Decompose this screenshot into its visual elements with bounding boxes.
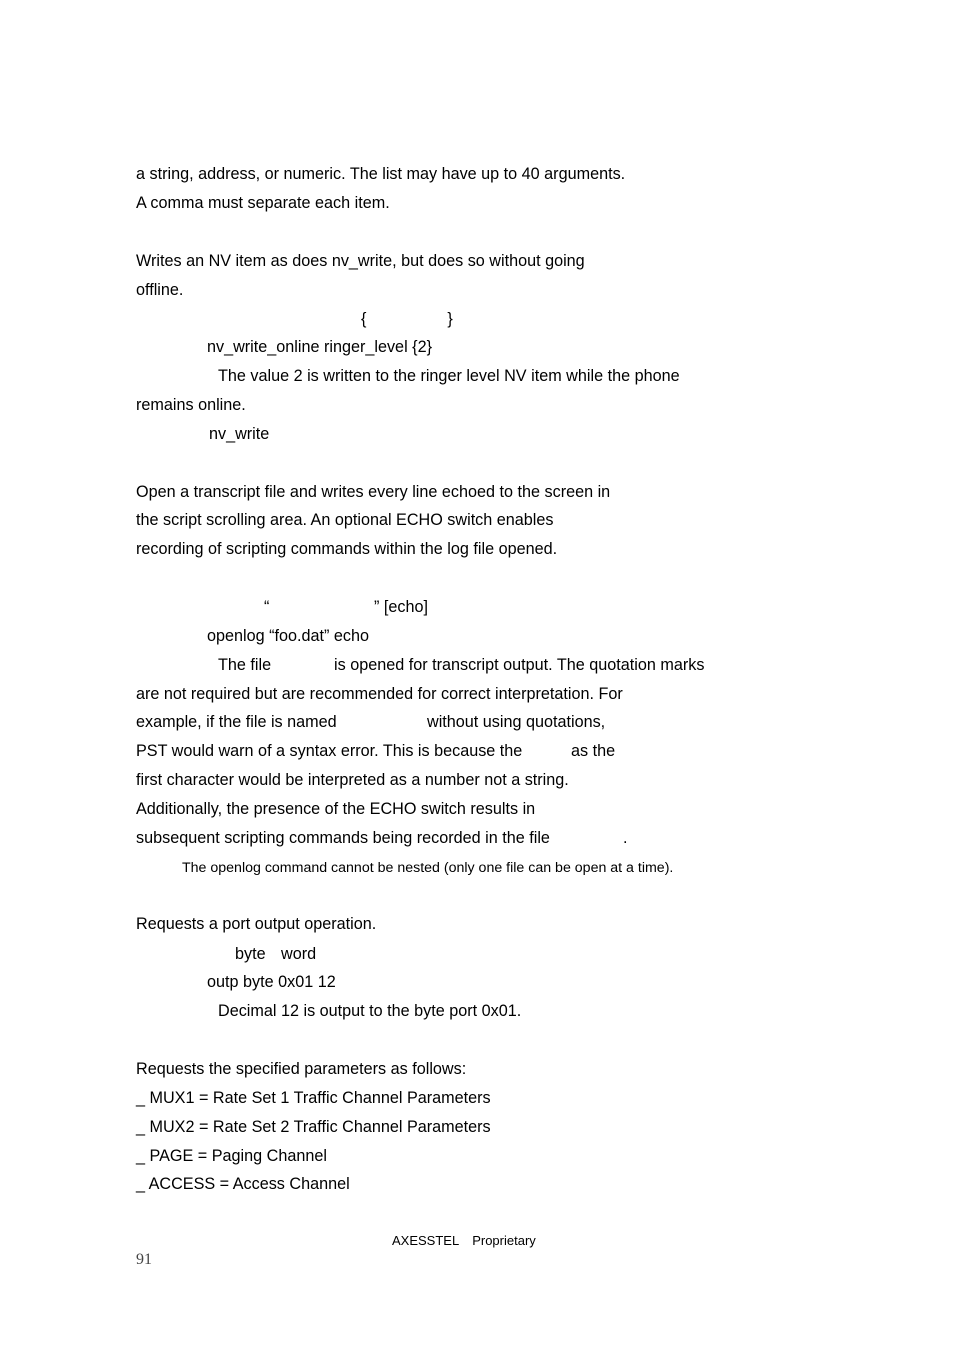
openlog-body-period: . [623,829,628,847]
parm-description: Requests the specified parameters as follows: [136,1060,467,1078]
footer-label: Proprietary [472,1233,536,1248]
openlog-result-b: is opened for transcript output. The quotation marks [334,656,705,674]
openlog-body-line-b: without using quotations, [427,713,606,731]
parm-list-item: _ ACCESS = Access Channel [136,1175,350,1193]
outp-syntax-byte: byte [235,945,266,963]
nv-write-online-description: Writes an NV item as does nv_write, but does so without going [136,252,585,270]
openlog-body-line-a: PST would warn of a syntax error. This is because the [136,742,523,760]
nv-write-online-result: remains online. [136,396,246,414]
openlog-description: Open a transcript file and writes every line echoed to the screen in [136,483,611,501]
outp-result: Decimal 12 is output to the byte port 0x01. [218,1002,522,1020]
openlog-body-line-a: example, if the file is named [136,713,337,731]
openlog-description: the script scrolling area. An optional ECHO switch enables [136,511,554,529]
footer-company: AXESSTEL [392,1233,460,1248]
openlog-body-line: first character would be interpreted as a number not a string. [136,771,569,789]
nv-write-online-description: offline. [136,281,184,299]
parm-list-item: _ MUX1 = Rate Set 1 Traffic Channel Parameters [136,1089,491,1107]
openlog-syntax-open-quote: “ [264,598,270,616]
nv-write-online-example: nv_write_online ringer_level {2} [207,338,432,356]
openlog-body-line: are not required but are recommended for correct interpretation. For [136,685,623,703]
openlog-example: openlog “foo.dat” echo [207,627,369,645]
page-footer [392,1233,536,1249]
nv-write-online-see-also: nv_write [209,425,270,443]
openlog-body-line-b: as the [571,742,616,760]
openlog-body-line: Additionally, the presence of the ECHO switch results in [136,800,536,818]
openlog-description: recording of scripting commands within the log file opened. [136,540,558,558]
body-line: a string, address, or numeric. The list may have up to 40 arguments. [136,165,626,183]
openlog-body-line: subsequent scripting commands being recorded in the file [136,829,550,847]
page-number: 91 [136,1251,152,1268]
openlog-note: The openlog command cannot be nested (only one file can be open at a time). [182,860,674,876]
outp-example: outp byte 0x01 12 [207,973,336,991]
openlog-result-a: The file [218,656,272,674]
body-line: A comma must separate each item. [136,194,390,212]
nv-write-online-result: The value 2 is written to the ringer level NV item while the phone [218,367,680,385]
outp-syntax-word: word [281,945,317,963]
nv-write-online-syntax: { } [361,310,453,328]
parm-list-item: _ MUX2 = Rate Set 2 Traffic Channel Parameters [136,1118,491,1136]
parm-list-item: _ PAGE = Paging Channel [136,1147,327,1165]
outp-description: Requests a port output operation. [136,915,377,933]
openlog-syntax: ” [echo] [374,598,428,616]
